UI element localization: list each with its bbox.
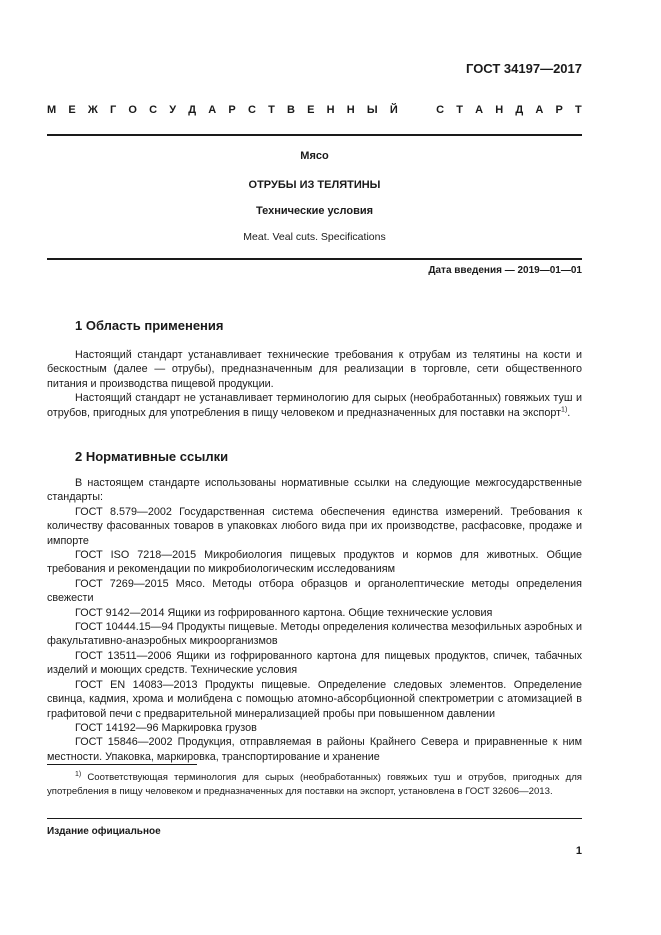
paragraph: В настоящем стандарте использованы нормативные ссылки на следующие межгосударственные стандарты: xyxy=(47,477,582,504)
footnote xyxy=(47,771,582,799)
paragraph-end: . xyxy=(567,406,571,419)
footnote-ref[interactable]: 1) xyxy=(561,406,568,414)
banner-letter: М xyxy=(47,104,57,116)
reference-item: ГОСТ EN 14083—2013 Продукты пищевые. Определение следовых элементов. Определение свинца, кадмия, хрома и молибдена с помощью атомно-абсорбционной спектрометрии с атомизацией в графитовой печи с предварительной минерализацией пробы при повышенном давлении xyxy=(47,678,582,720)
document-subtitle: Технические условия xyxy=(255,205,374,217)
banner-letter: Т xyxy=(456,104,463,116)
banner-letter: В xyxy=(286,104,295,116)
banner-letter: Е xyxy=(68,104,76,116)
document-code: ГОСТ 34197—2017 xyxy=(466,61,582,76)
section-heading-scope: 1 Область применения xyxy=(75,318,224,333)
edition-label: Издание официальное xyxy=(47,826,161,837)
banner-letter: Г xyxy=(109,104,117,116)
banner-letter: Ж xyxy=(87,104,98,116)
banner-letter: С xyxy=(247,104,256,116)
reference-item: ГОСТ 15846—2002 Продукция, отправляемая в районы Крайнего Севера и приравненные к ним местности. Упаковка, маркировка, транспортирование и хранение xyxy=(47,736,582,763)
document-subject: Мясо xyxy=(300,150,329,162)
banner-letter: У xyxy=(169,104,177,116)
banner-letter: С xyxy=(436,104,445,116)
effective-date: Дата введения — 2019—01—01 xyxy=(428,265,582,276)
section-references-body xyxy=(47,476,582,764)
footnote-text: Соответствующая терминология для сырых (необработанных) говяжьих туш и отрубов, пригодных для употребления в пищу человеком и предназначенных для поставки на экспорт, установлена в ГОСТ 32606—2013. xyxy=(47,772,582,797)
footnote-rule xyxy=(47,764,197,765)
reference-item: ГОСТ ISO 7218—2015 Микробиология пищевых продуктов и кормов для животных. Общие требования и рекомендации по микробиологическим исследованиям xyxy=(47,549,582,576)
banner-letter: Т xyxy=(268,104,275,116)
reference-item: ГОСТ 7269—2015 Мясо. Методы отбора образцов и органолептические методы определения свежести xyxy=(47,577,582,605)
banner-letter: Р xyxy=(555,104,563,116)
english-title: Meat. Veal cuts. Specifications xyxy=(243,231,386,243)
reference-item: ГОСТ 9142—2014 Ящики из гофрированного картона. Общие технические условия xyxy=(75,606,493,619)
banner-letter: Е xyxy=(307,104,315,116)
paragraph-text: Настоящий стандарт не устанавливает терминологию для сырых (необработанных) говяжьих туш и отрубов, пригодных для употребления в пищу человеком и предназначенных для поставки на экспорт xyxy=(47,392,582,419)
reference-item: ГОСТ 14192—96 Маркировка грузов xyxy=(75,721,257,734)
banner-letter: Н xyxy=(495,104,504,116)
title-rule xyxy=(47,258,582,260)
banner-letter: Н xyxy=(326,104,335,116)
banner-letter: А xyxy=(208,104,217,116)
banner-letter: Й xyxy=(389,104,398,116)
reference-item: ГОСТ 13511—2006 Ящики из гофрированного картона для пищевых продуктов, спичек, табачных изделий и моющих средств. Технические условия xyxy=(47,649,582,677)
footnote-mark: 1) xyxy=(75,770,82,778)
banner-letter: О xyxy=(128,104,137,116)
banner-letter: Ы xyxy=(366,104,378,116)
section-scope-body xyxy=(47,348,582,420)
banner-letter: Р xyxy=(228,104,236,116)
banner-letter: Н xyxy=(346,104,355,116)
section-heading-references: 2 Нормативные ссылки xyxy=(75,449,229,464)
banner-letter: А xyxy=(535,104,544,116)
banner-letter: Д xyxy=(515,104,524,116)
reference-item: ГОСТ 10444.15—94 Продукты пищевые. Методы определения количества мезофильных аэробных и факультативно-анаэробных микроорганизмов xyxy=(47,621,582,648)
footer-rule xyxy=(47,818,582,819)
document-title: ОТРУБЫ ИЗ ТЕЛЯТИНЫ xyxy=(248,179,381,191)
page-number: 1 xyxy=(575,845,582,857)
reference-item: ГОСТ 8.579—2002 Государственная система обеспечения единства измерений. Требования к количеству фасованных товаров в упаковках любого вида при их производстве, расфасовке, продаже и импорте xyxy=(47,505,582,547)
paragraph xyxy=(47,391,582,420)
interstate-standard-banner xyxy=(47,104,582,116)
banner-letter: С xyxy=(149,104,158,116)
header-rule xyxy=(47,134,582,136)
paragraph: Настоящий стандарт устанавливает технические требования к отрубам из телятины на кости и бескостным (далее — отрубы), предназначенным для реализации в торговле, сети общественного питания и производства пищевой продукции. xyxy=(47,349,582,390)
banner-letter: Д xyxy=(188,104,197,116)
banner-letter: Т xyxy=(575,104,582,116)
banner-letter: А xyxy=(475,104,484,116)
banner-gap xyxy=(410,104,424,116)
